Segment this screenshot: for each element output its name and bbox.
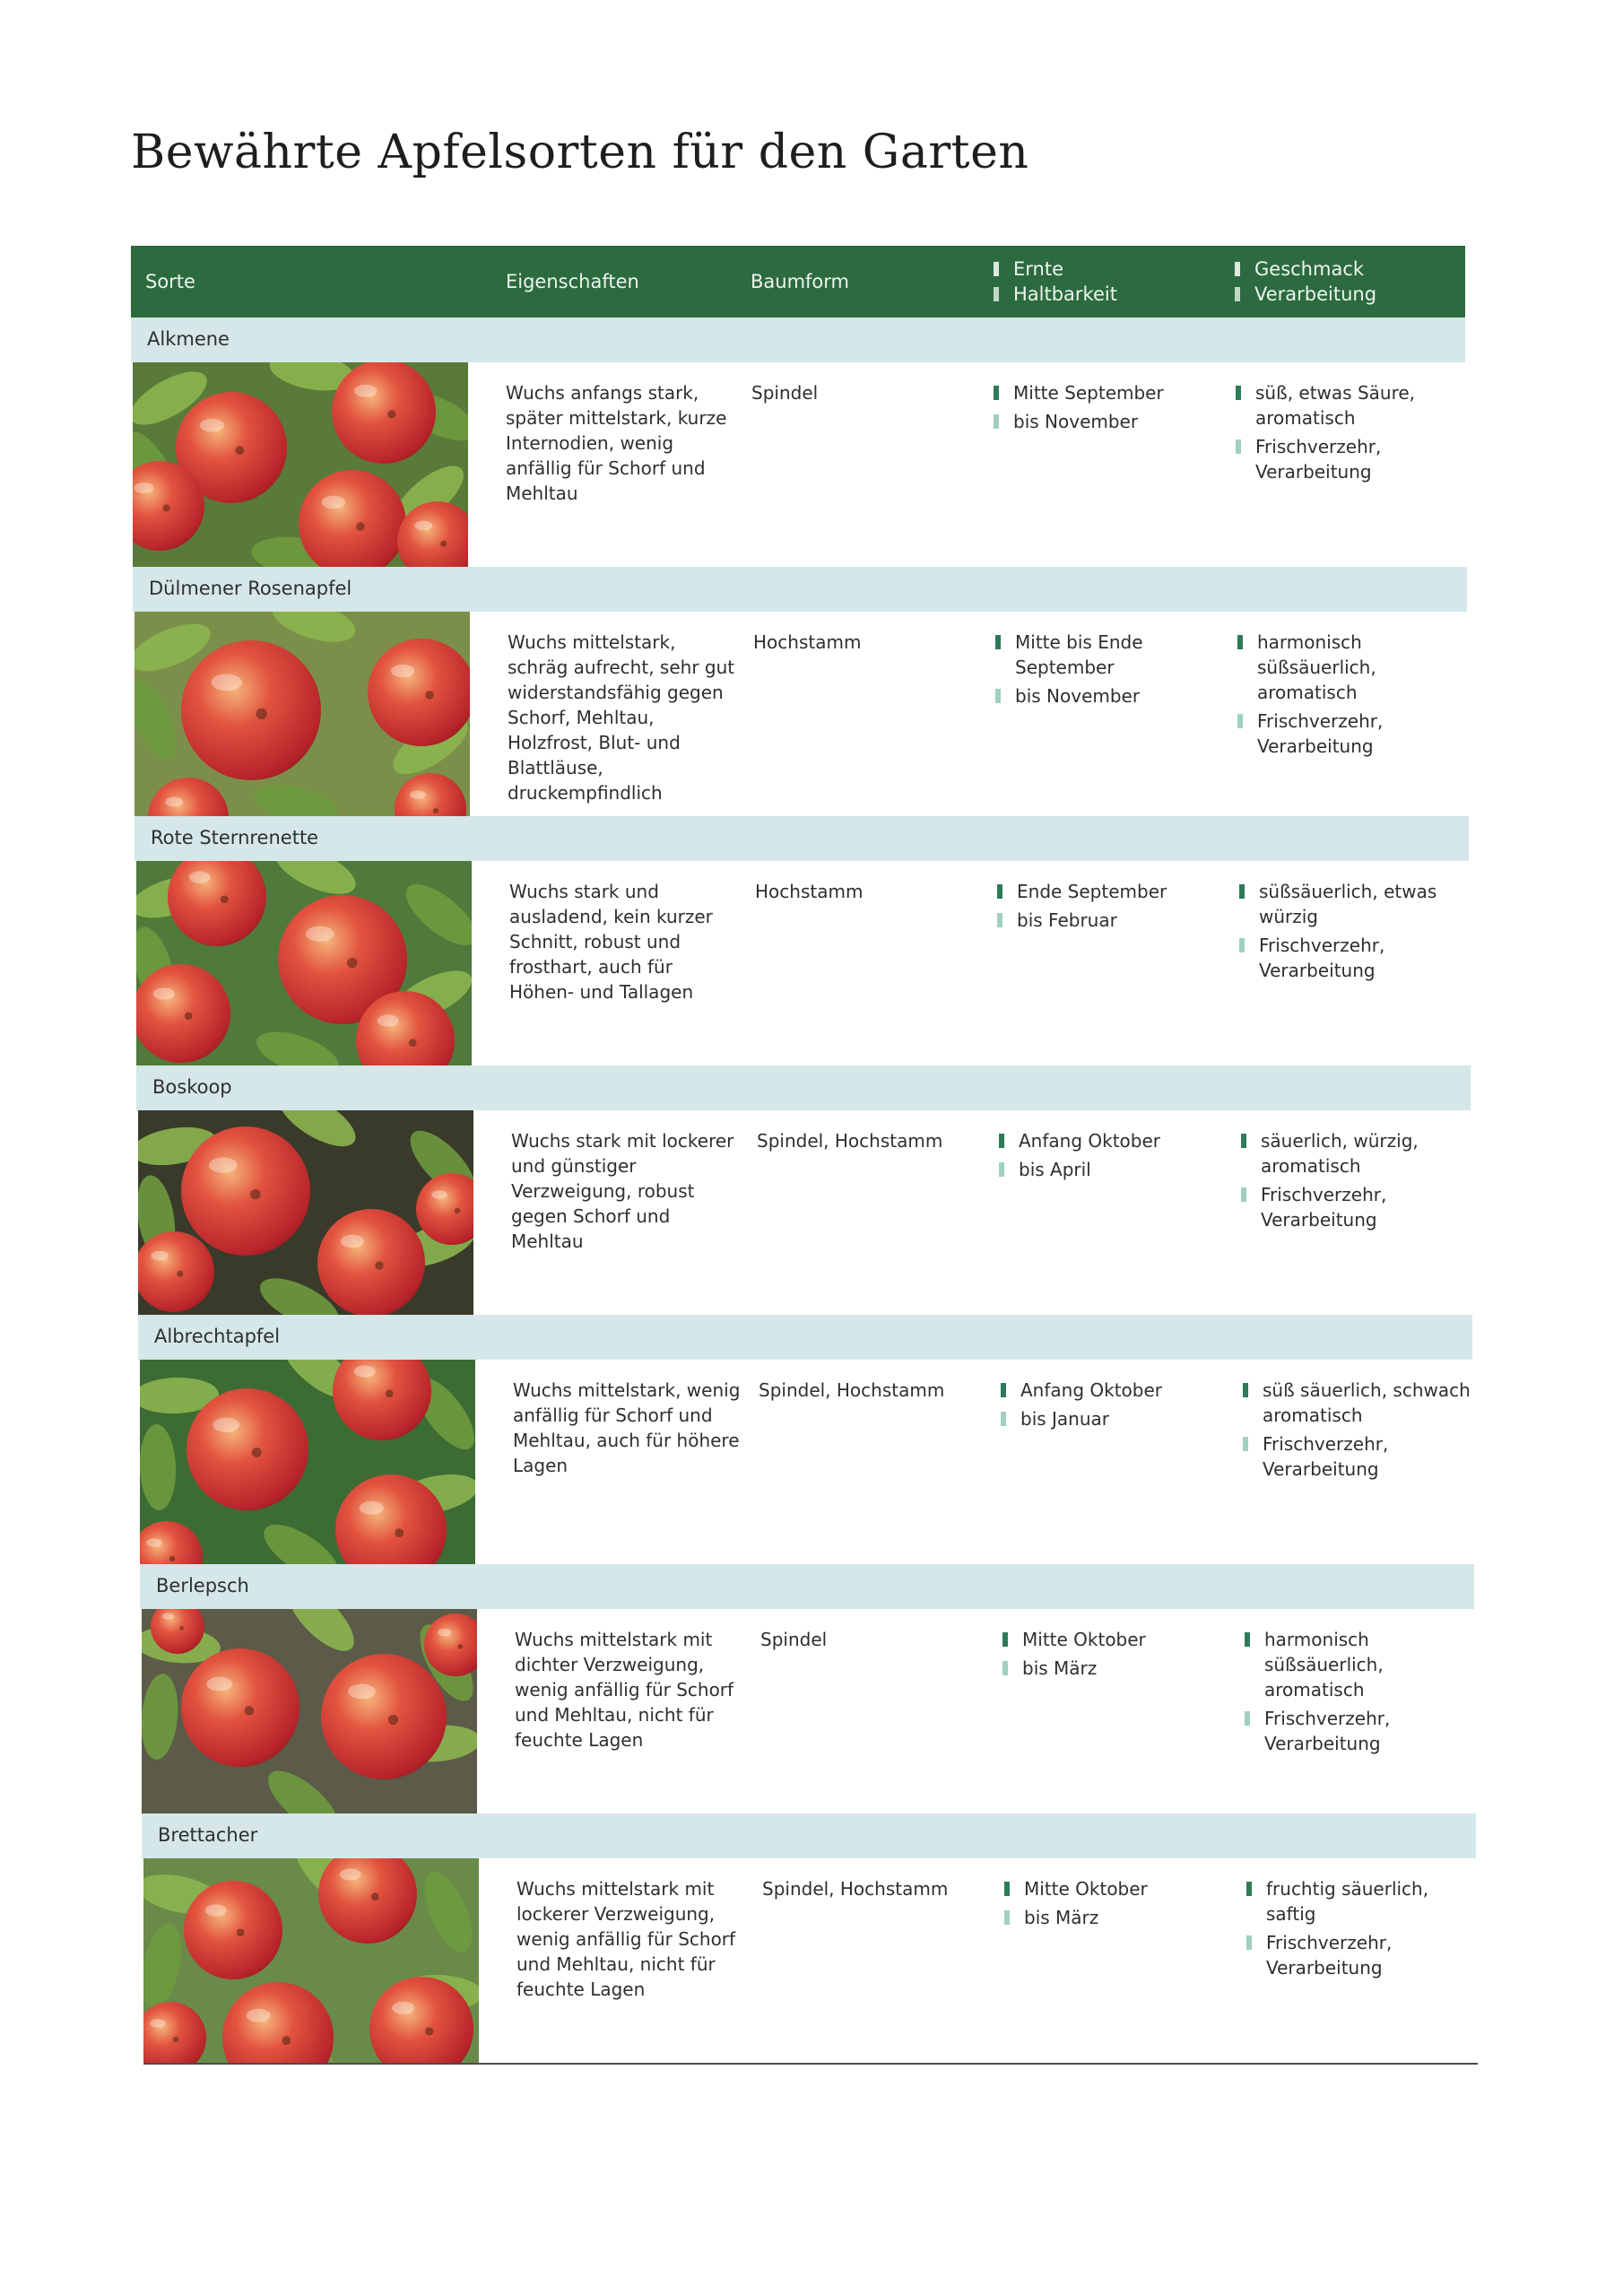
table-row xyxy=(142,1813,1476,2063)
marker-light-icon xyxy=(1245,1711,1250,1726)
variety-haltbarkeit: bis Januar xyxy=(1020,1408,1110,1430)
marker-dark-icon xyxy=(1243,1383,1248,1397)
variety-geschmack-cell xyxy=(1246,1876,1476,1980)
variety-name: Brettacher xyxy=(158,1824,258,1846)
variety-ernte-cell xyxy=(1001,1378,1234,1431)
variety-geschmack-cell xyxy=(1245,1627,1474,1756)
variety-geschmack: süß säuerlich, schwach aromatisch xyxy=(1263,1379,1471,1426)
variety-ernte-cell xyxy=(1002,1627,1236,1681)
variety-name: Albrechtapfel xyxy=(154,1326,281,1347)
apple-photo-image xyxy=(136,861,472,1065)
apple-photo-image xyxy=(143,1858,479,2063)
variety-geschmack: süßsäuerlich, etwas würzig xyxy=(1259,881,1437,927)
variety-eigenschaften: Wuchs anfangs stark, später mittelstark, kurze Internodien, wenig anfällig für Schorf und Mehltau xyxy=(506,382,727,504)
variety-eigenschaften: Wuchs mittelstark mit lockerer Verzweigung, wenig anfällig für Schorf und Mehltau, nicht für feuchte Lagen xyxy=(516,1878,736,2000)
apple-photo-image xyxy=(133,362,468,567)
variety-baumform: Hochstamm xyxy=(753,631,862,653)
variety-baumform: Spindel xyxy=(751,382,819,404)
apple-photo xyxy=(133,362,468,567)
variety-eigenschaften: Wuchs stark mit lockerer und günstiger Verzweigung, robust gegen Schorf und Mehltau xyxy=(511,1130,734,1252)
marker-light-icon xyxy=(1243,1437,1248,1451)
variety-baumform: Spindel xyxy=(760,1629,828,1650)
variety-band xyxy=(131,317,1465,362)
marker-dark-icon xyxy=(994,262,999,276)
marker-dark-icon xyxy=(1235,262,1240,276)
apple-photo xyxy=(142,1609,477,1813)
header-sorte: Sorte xyxy=(145,271,195,292)
marker-light-icon xyxy=(997,913,1002,927)
marker-light-icon xyxy=(995,689,1001,703)
marker-light-icon xyxy=(1235,287,1240,301)
variety-haltbarkeit: bis Februar xyxy=(1017,909,1117,931)
variety-band xyxy=(142,1813,1476,1858)
table-row xyxy=(136,1065,1471,1315)
apple-photo-image xyxy=(142,1609,477,1813)
variety-haltbarkeit: bis April xyxy=(1019,1159,1091,1180)
variety-ernte-cell xyxy=(997,879,1230,933)
variety-ernte: Mitte Oktober xyxy=(1022,1629,1146,1650)
apple-photo xyxy=(143,1858,479,2063)
variety-name: Rote Sternrenette xyxy=(151,827,319,848)
apple-photo-image xyxy=(135,612,470,816)
marker-dark-icon xyxy=(997,884,1002,899)
marker-dark-icon xyxy=(1001,1383,1006,1397)
marker-light-icon xyxy=(1246,1935,1252,1950)
variety-geschmack-cell xyxy=(1239,879,1469,983)
variety-eigenschaften: Wuchs stark und ausladend, kein kurzer Schnitt, robust und frosthart, auch für Höhen- und Tallagen xyxy=(509,881,713,1003)
table-bottom-rule xyxy=(143,2063,1478,2065)
variety-verarbeitung: Frischverzehr, Verarbeitung xyxy=(1263,1433,1389,1480)
variety-ernte: Mitte Oktober xyxy=(1024,1878,1148,1900)
variety-band xyxy=(138,1315,1472,1360)
marker-dark-icon xyxy=(1246,1882,1252,1896)
variety-band xyxy=(135,816,1469,861)
table-header xyxy=(131,246,1465,317)
marker-light-icon xyxy=(994,414,999,429)
variety-name: Berlepsch xyxy=(156,1575,249,1596)
marker-light-icon xyxy=(994,287,999,301)
variety-ernte: Mitte bis Ende September xyxy=(1015,631,1143,678)
variety-ernte-cell xyxy=(1004,1876,1237,1930)
variety-ernte: Anfang Oktober xyxy=(1019,1130,1161,1152)
page-title: Bewährte Apfelsorten für den Garten xyxy=(131,126,1029,179)
marker-dark-icon xyxy=(1241,1134,1246,1148)
variety-band xyxy=(136,1065,1471,1110)
variety-verarbeitung: Frischverzehr, Verarbeitung xyxy=(1266,1932,1393,1979)
variety-haltbarkeit: bis März xyxy=(1022,1657,1098,1679)
marker-light-icon xyxy=(1002,1661,1008,1675)
variety-verarbeitung: Frischverzehr, Verarbeitung xyxy=(1259,935,1385,981)
variety-eigenschaften: Wuchs mittelstark, wenig anfällig für Schorf und Mehltau, auch für höhere Lagen xyxy=(513,1379,741,1476)
variety-haltbarkeit: bis März xyxy=(1024,1907,1099,1928)
variety-name: Alkmene xyxy=(147,328,230,350)
variety-geschmack-cell xyxy=(1237,630,1467,759)
header-haltbarkeit: Haltbarkeit xyxy=(1013,283,1117,305)
header-geschmack: Geschmack xyxy=(1254,258,1365,280)
marker-dark-icon xyxy=(1236,386,1241,400)
table-row xyxy=(138,1315,1472,1564)
marker-light-icon xyxy=(1241,1187,1246,1202)
marker-light-icon xyxy=(1236,439,1241,454)
variety-ernte: Anfang Oktober xyxy=(1020,1379,1163,1401)
marker-light-icon xyxy=(1237,714,1243,728)
header-verarbeitung: Verarbeitung xyxy=(1254,283,1377,305)
header-baumform: Baumform xyxy=(751,271,850,292)
variety-name: Boskoop xyxy=(152,1076,232,1098)
variety-baumform: Spindel, Hochstamm xyxy=(759,1379,945,1401)
variety-haltbarkeit: bis November xyxy=(1015,685,1141,707)
variety-baumform: Spindel, Hochstamm xyxy=(762,1878,949,1900)
marker-dark-icon xyxy=(995,635,1001,649)
table-row xyxy=(140,1564,1474,1813)
apple-varieties-table xyxy=(131,246,1471,2063)
variety-verarbeitung: Frischverzehr, Verarbeitung xyxy=(1257,710,1384,757)
marker-dark-icon xyxy=(1002,1632,1008,1647)
variety-geschmack-cell xyxy=(1241,1128,1471,1232)
variety-ernte-cell xyxy=(995,630,1228,709)
variety-geschmack: harmonisch süßsäuerlich, aromatisch xyxy=(1264,1629,1384,1700)
variety-geschmack: harmonisch süßsäuerlich, aromatisch xyxy=(1257,631,1376,703)
header-eigenschaften: Eigenschaften xyxy=(506,271,639,292)
apple-photo xyxy=(138,1110,473,1315)
variety-name: Dülmener Rosenapfel xyxy=(149,578,352,599)
variety-eigenschaften: Wuchs mittelstark mit dichter Verzweigung, wenig anfällig für Schorf und Mehltau, nicht für feuchte Lagen xyxy=(515,1629,734,1751)
apple-photo-image xyxy=(140,1360,475,1564)
variety-verarbeitung: Frischverzehr, Verarbeitung xyxy=(1264,1708,1391,1754)
marker-dark-icon xyxy=(1245,1632,1250,1647)
variety-ernte-cell xyxy=(994,380,1227,434)
variety-geschmack: süß, etwas Säure, aromatisch xyxy=(1255,382,1416,429)
marker-light-icon xyxy=(999,1162,1004,1177)
marker-light-icon xyxy=(1001,1412,1006,1426)
marker-light-icon xyxy=(1004,1910,1010,1925)
variety-ernte-cell xyxy=(999,1128,1232,1182)
marker-dark-icon xyxy=(1237,635,1243,649)
variety-ernte: Mitte September xyxy=(1013,382,1164,404)
variety-band xyxy=(140,1564,1474,1609)
table-row xyxy=(133,567,1467,816)
marker-light-icon xyxy=(1239,938,1245,952)
variety-ernte: Ende September xyxy=(1017,881,1167,902)
variety-geschmack-cell xyxy=(1243,1378,1472,1482)
table-row xyxy=(131,317,1465,567)
apple-photo-image xyxy=(138,1110,473,1315)
variety-geschmack: fruchtig säuerlich, saftig xyxy=(1266,1878,1429,1925)
table-row xyxy=(135,816,1469,1065)
apple-photo xyxy=(135,612,470,816)
variety-verarbeitung: Frischverzehr, Verarbeitung xyxy=(1261,1184,1387,1231)
variety-eigenschaften: Wuchs mittelstark, schräg aufrecht, sehr gut widerstandsfähig gegen Schorf, Mehltau, Holzfrost, Blut- und Blattläuse, druckempfindlich xyxy=(508,631,735,804)
variety-baumform: Spindel, Hochstamm xyxy=(757,1130,943,1152)
apple-photo xyxy=(136,861,472,1065)
header-ernte: Ernte xyxy=(1013,258,1063,280)
marker-dark-icon xyxy=(1239,884,1245,899)
variety-geschmack-cell xyxy=(1236,380,1465,484)
marker-dark-icon xyxy=(994,386,999,400)
variety-verarbeitung: Frischverzehr, Verarbeitung xyxy=(1255,436,1382,483)
variety-baumform: Hochstamm xyxy=(755,881,864,902)
marker-dark-icon xyxy=(1004,1882,1010,1896)
marker-dark-icon xyxy=(999,1134,1004,1148)
variety-haltbarkeit: bis November xyxy=(1013,411,1139,432)
variety-geschmack: säuerlich, würzig, aromatisch xyxy=(1261,1130,1419,1177)
apple-photo xyxy=(140,1360,475,1564)
